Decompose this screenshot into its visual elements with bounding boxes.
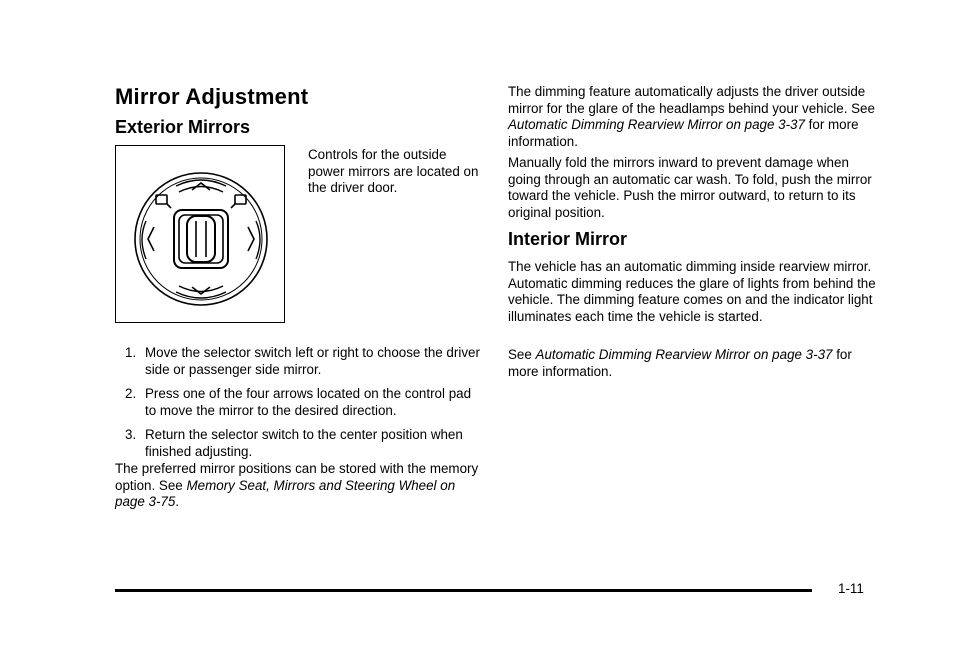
memory-end: . (175, 494, 180, 509)
footer-rule (115, 589, 812, 592)
list-item (115, 427, 485, 460)
section-heading-interior-mirror: Interior Mirror (508, 229, 628, 249)
mirror-control-figure (115, 145, 285, 323)
see-end: for more information. (508, 347, 852, 379)
interior-paragraph: The vehicle has an automatic dimming inside rearview mirror. Automatic dimming reduces the glare of lights from behind the vehicle. The dimming feature comes on and the indicator light illuminates each time the vehicle is started. (508, 259, 876, 324)
page-title: Mirror Adjustment (115, 84, 309, 109)
see-text: See (508, 347, 536, 362)
step-text: Move the selector switch left or right to choose the driver side or passenger side mirror. (145, 345, 480, 377)
memory-paragraph (115, 461, 485, 511)
section-heading-exterior-mirrors: Exterior Mirrors (115, 117, 251, 137)
dimming-paragraph (508, 84, 880, 150)
dimming-text: The dimming feature automatically adjusts the driver outside mirror for the glare of the headlamps behind your vehicle. See (508, 84, 875, 116)
list-item (115, 386, 485, 419)
page-number: 1-11 (838, 581, 864, 596)
step-number: 1. (125, 345, 137, 360)
step-number: 2. (125, 386, 137, 401)
dimming-end: for more information. (508, 117, 859, 149)
mirror-control-pad-icon (116, 146, 286, 324)
list-item (115, 345, 485, 378)
see-reference-link[interactable]: Automatic Dimming Rearview Mirror on page 3-37 (535, 347, 833, 362)
memory-reference-link[interactable]: Memory Seat, Mirrors and Steering Wheel on page 3-75 (115, 477, 456, 509)
figure-caption: Controls for the outside power mirrors are located on the driver door. (308, 147, 479, 195)
fold-paragraph: Manually fold the mirrors inward to prevent damage when going through an automatic car wash. To fold, push the mirror toward the vehicle. Push the mirror outward, to return to its original position. (508, 155, 872, 220)
step-number: 3. (125, 427, 137, 442)
dimming-reference-link[interactable]: Automatic Dimming Rearview Mirror on page 3-37 (508, 117, 805, 132)
adjustment-steps (115, 345, 485, 468)
memory-text: The preferred mirror positions can be stored with the memory option. See (115, 461, 479, 493)
step-text: Press one of the four arrows located on the control pad to move the mirror to the desired direction. (145, 386, 472, 418)
step-text: Return the selector switch to the center position when finished adjusting. (145, 427, 463, 459)
see-paragraph (508, 347, 880, 380)
